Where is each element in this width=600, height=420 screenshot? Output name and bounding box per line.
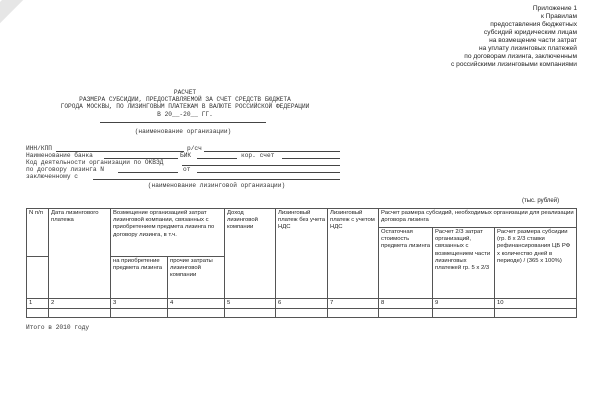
concluded-with-label: заключенному с [26, 173, 78, 180]
appendix-line: Приложение 1 [532, 5, 577, 12]
table-cell[interactable] [27, 309, 49, 318]
table-cell[interactable] [328, 309, 379, 318]
table-cell[interactable] [111, 309, 168, 318]
column-number: 10 [495, 299, 577, 309]
title-line: В 20__-20__ ГГ. [157, 110, 213, 118]
org-name-line[interactable] [100, 122, 266, 123]
document-title [0, 89, 370, 118]
header-payment-with-vat: Лизинговый платеж с учетом НДС [328, 209, 379, 299]
okved-field[interactable] [182, 165, 340, 166]
bik-label: БИК [180, 152, 192, 159]
column-number-row [27, 299, 577, 309]
subsidy-table [26, 208, 577, 318]
contract-label: по договору лизинга N [26, 166, 104, 173]
bank-name-label: Наименование банка [26, 152, 93, 159]
table-cell[interactable] [225, 309, 276, 318]
column-number: 2 [49, 299, 111, 309]
table-cell[interactable] [49, 309, 111, 318]
header-reimbursement-group: Возмещение организацией затрат лизинговой компании, связанных с приобретением предмета лизинга по договору лизинга, в т.ч. [111, 209, 225, 257]
column-number: 4 [168, 299, 225, 309]
header-other-costs: прочие затраты лизинговой компании [168, 257, 225, 299]
appendix-line: к Правилам [540, 13, 577, 20]
leasing-org-caption: (наименование лизинговой организации) [147, 182, 286, 189]
header-acquisition: на приобретение предмета лизинга [111, 257, 168, 299]
column-number: 9 [433, 299, 495, 309]
column-number: 6 [276, 299, 328, 309]
table-cell[interactable] [379, 309, 433, 318]
unit-label: (тыс. рублей) [522, 198, 560, 204]
org-name-caption: (наименование организации) [134, 128, 232, 135]
corr-account-field[interactable] [282, 158, 340, 159]
corr-account-label: кор. счет [241, 152, 275, 159]
title-line: РАСЧЕТ [173, 89, 197, 96]
appendix-note [451, 5, 577, 69]
leasing-org-field[interactable] [93, 179, 340, 180]
column-number: 1 [27, 299, 49, 309]
appendix-line: с российскими лизинговыми компаниями [451, 61, 577, 68]
header-subsidy-calc-group: Расчет размера субсидий, необходимых организации для реализации договора лизинга [379, 209, 577, 228]
header-payment-without-vat: Лизинговый платеж без учета НДС [276, 209, 328, 299]
header-row-number: N п/п [27, 209, 49, 257]
title-line: ГОРОДА МОСКВЫ, ПО ЛИЗИНГОВЫМ ПЛАТЕЖАМ В ВАЛЮТЕ РОССИЙСКОЙ ФЕДЕРАЦИИ [60, 103, 310, 111]
table-cell[interactable] [168, 309, 225, 318]
header-residual-value: Остаточная стоимость предмета лизинга [379, 228, 433, 299]
appendix-line: субсидий юридическим лицам [483, 29, 577, 36]
table-cell[interactable] [276, 309, 328, 318]
total-label: Итого в 2010 году [26, 324, 90, 331]
watermark [0, 0, 106, 31]
appendix-line: по договорам лизинга, заключенным [464, 53, 577, 60]
table-cell[interactable] [433, 309, 495, 318]
column-number: 5 [225, 299, 276, 309]
header-subsidy-amount: Расчет размера субсидии (гр. 8 x 2/3 ставки рефинансирования ЦБ РФ x количество дней в периоде) / (365 x 100%) [495, 228, 577, 299]
column-number: 8 [379, 299, 433, 309]
account-label: р/сч [187, 145, 202, 152]
bik-field[interactable] [197, 158, 237, 159]
appendix-line: на возмещение части затрат [489, 37, 577, 44]
header-leasing-income: Доход лизинговой компании [225, 209, 276, 299]
contract-from-label: от [183, 166, 191, 173]
inn-kpp-label: ИНН/КПП [26, 145, 52, 152]
appendix-line: на уплату лизинговых платежей [478, 45, 577, 52]
column-number: 3 [111, 299, 168, 309]
okved-label: Код деятельности организации по ОКВЭД [26, 159, 164, 166]
table-row [27, 309, 577, 318]
title-line: РАЗМЕРА СУБСИДИИ, ПРЕДОСТАВЛЯЕМОЙ ЗА СЧЕТ СРЕДСТВ БЮДЖЕТА [79, 96, 291, 104]
appendix-line: предоставления бюджетных [490, 21, 577, 28]
contract-number-field[interactable] [118, 172, 178, 173]
column-number: 7 [328, 299, 379, 309]
contract-date-field[interactable] [197, 172, 340, 173]
header-empty [27, 257, 49, 299]
header-payment-date: Дата лизингового платежа [49, 209, 111, 299]
header-two-thirds-costs: Расчет 2/3 затрат организаций, связанных с возмещением части лизинговых платежей гр. 5 x 2/3 [433, 228, 495, 299]
table-cell[interactable] [495, 309, 577, 318]
